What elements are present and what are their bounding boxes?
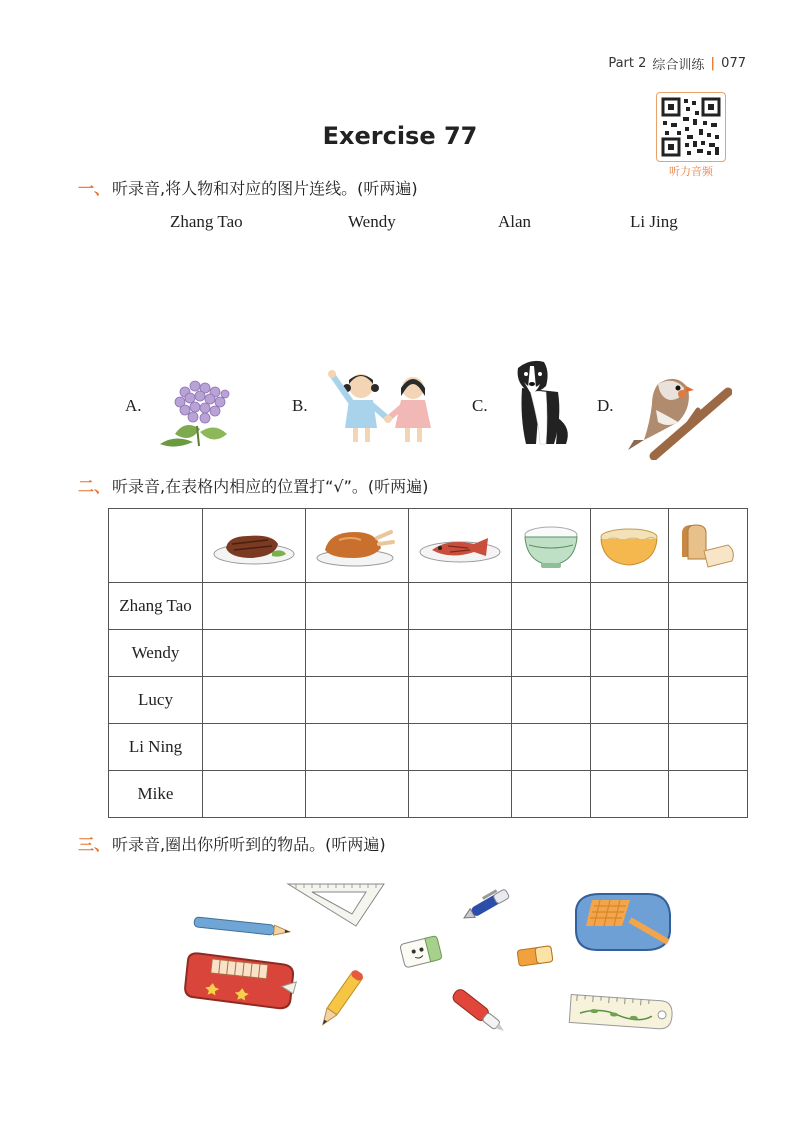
answer-cell[interactable] [408, 630, 511, 677]
answer-cell[interactable] [305, 771, 408, 818]
roast-chicken-icon [315, 524, 399, 568]
answer-cell[interactable] [511, 724, 590, 771]
answer-cell[interactable] [408, 724, 511, 771]
part-label: Part 2 [608, 56, 647, 71]
page-number: 077 [721, 56, 746, 71]
answer-cell[interactable] [408, 771, 511, 818]
answer-cell[interactable] [305, 677, 408, 724]
answer-cell[interactable] [203, 630, 306, 677]
fish-icon [418, 526, 502, 566]
section-label: 综合训练 [652, 58, 705, 73]
answer-cell[interactable] [669, 630, 748, 677]
crayon-pencil-icon[interactable] [312, 964, 368, 1040]
name-zhang-tao: Zhang Tao [170, 212, 243, 231]
table-row [109, 677, 748, 724]
header-separator: | [710, 56, 716, 71]
answer-cell[interactable] [408, 583, 511, 630]
noodles-bowl-cell [590, 509, 669, 583]
row-name-li-ning: Li Ning [109, 724, 203, 771]
girls-waving-icon[interactable] [323, 366, 438, 450]
section1-instruction: 听录音,将人物和对应的图片连线。(听两遍) [112, 179, 418, 198]
pencil-case-icon[interactable] [180, 952, 300, 1016]
answer-cell[interactable] [203, 771, 306, 818]
pencil-box-icon[interactable] [570, 886, 674, 962]
name-wendy: Wendy [348, 212, 396, 231]
rice-bowl-cell [511, 509, 590, 583]
answer-cell[interactable] [590, 724, 669, 771]
pencil-sharpener-icon[interactable] [514, 942, 556, 974]
table-row [109, 771, 748, 818]
row-name-lucy: Lucy [109, 677, 203, 724]
answer-cell[interactable] [590, 583, 669, 630]
section1-number: 一、 [78, 179, 111, 198]
section2-number: 二、 [78, 477, 111, 496]
answer-cell[interactable] [305, 630, 408, 677]
table-row [109, 630, 748, 677]
answer-cell[interactable] [511, 771, 590, 818]
answer-cell[interactable] [590, 771, 669, 818]
answer-cell[interactable] [305, 583, 408, 630]
name-alan: Alan [498, 212, 532, 231]
row-name-wendy: Wendy [109, 630, 203, 677]
answer-cell[interactable] [511, 677, 590, 724]
steak-icon [212, 526, 296, 566]
answer-cell[interactable] [203, 724, 306, 771]
fish-cell [408, 509, 511, 583]
answer-cell[interactable] [408, 677, 511, 724]
section3-number: 三、 [78, 835, 111, 854]
rice-bowl-icon [519, 521, 583, 571]
answer-cell[interactable] [511, 630, 590, 677]
section3-heading [78, 832, 386, 855]
noodles-bowl-icon [597, 523, 661, 569]
food-table [108, 508, 748, 818]
table-row [109, 583, 748, 630]
answer-cell[interactable] [203, 583, 306, 630]
answer-cell[interactable] [305, 724, 408, 771]
answer-cell[interactable] [590, 630, 669, 677]
steak-cell [203, 509, 306, 583]
eraser-icon[interactable] [396, 932, 444, 976]
choice-b-letter: B. [292, 396, 308, 415]
answer-cell[interactable] [669, 771, 748, 818]
section1-heading [78, 176, 418, 199]
roast-chicken-cell [305, 509, 408, 583]
pen-icon[interactable] [458, 880, 522, 930]
name-li-jing: Li Jing [630, 212, 678, 231]
answer-cell[interactable] [669, 583, 748, 630]
answer-cell[interactable] [590, 677, 669, 724]
section3-instruction: 听录音,圈出你所听到的物品。(听两遍) [112, 835, 386, 854]
qr-label: 听力音频 [669, 165, 713, 178]
answer-cell[interactable] [203, 677, 306, 724]
flowers-icon[interactable] [155, 374, 245, 454]
bread-icon [676, 521, 740, 571]
ruler-icon[interactable] [566, 992, 676, 1040]
answer-cell[interactable] [511, 583, 590, 630]
marker-pen-icon[interactable] [442, 982, 514, 1046]
row-name-mike: Mike [109, 771, 203, 818]
pencil-icon[interactable] [190, 914, 298, 946]
choice-d-letter: D. [597, 396, 614, 415]
bread-cell [669, 509, 748, 583]
choice-a-letter: A. [125, 396, 142, 415]
set-square-icon[interactable] [286, 880, 386, 934]
answer-cell[interactable] [669, 677, 748, 724]
row-name-zhang-tao: Zhang Tao [109, 583, 203, 630]
dog-icon[interactable] [500, 358, 576, 454]
section2-instruction: 听录音,在表格内相应的位置打“√”。(听两遍) [112, 477, 429, 496]
table-row [109, 724, 748, 771]
running-header [608, 54, 746, 73]
table-header-row [109, 509, 748, 583]
exercise-title: Exercise 77 [322, 122, 478, 150]
section2-heading [78, 474, 428, 497]
answer-cell[interactable] [669, 724, 748, 771]
corner-cell [109, 509, 203, 583]
choice-c-letter: C. [472, 396, 488, 415]
bird-on-branch-icon[interactable] [624, 370, 732, 464]
